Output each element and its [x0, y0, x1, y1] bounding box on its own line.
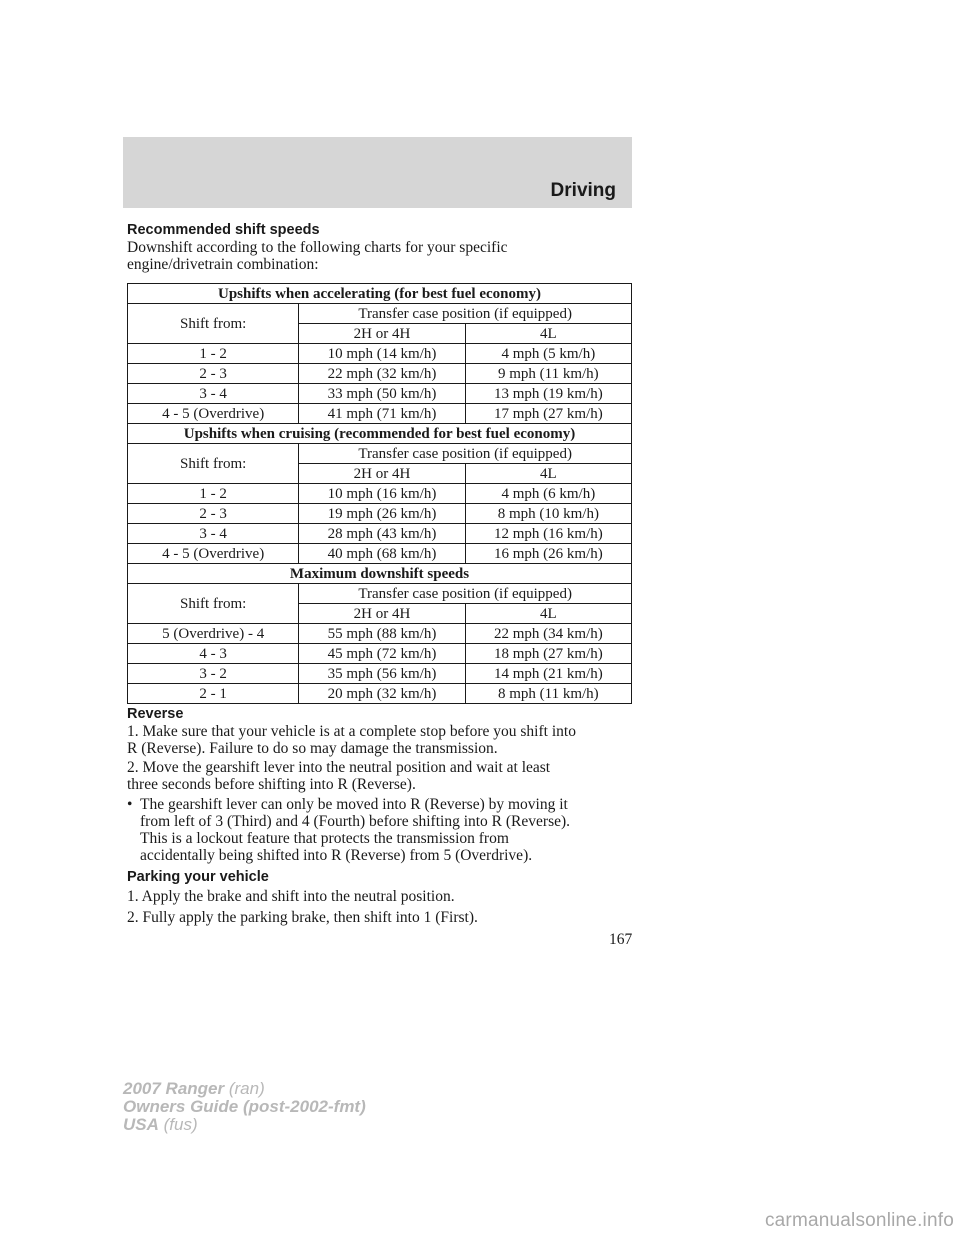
footer-line-3 [123, 1116, 366, 1134]
table-row [128, 644, 632, 664]
footer-line-2 [123, 1098, 366, 1116]
table-row [128, 484, 632, 504]
gear-shift-cell: 3 - 4 [128, 524, 299, 544]
table-row [128, 544, 632, 564]
speed-2h-4h-cell: 33 mph (50 km/h) [299, 384, 465, 404]
heading-reverse: Reverse [127, 706, 184, 722]
speed-4l-cell: 12 mph (16 km/h) [465, 524, 631, 544]
speed-4l-cell: 4 mph (6 km/h) [465, 484, 631, 504]
table-header-row [128, 304, 632, 324]
speed-2h-4h-cell: 55 mph (88 km/h) [299, 624, 465, 644]
speed-4l-cell: 18 mph (27 km/h) [465, 644, 631, 664]
speed-4l-cell: 16 mph (26 km/h) [465, 544, 631, 564]
shift-from-header: Shift from: [128, 444, 299, 484]
table-section-title: Maximum downshift speeds [128, 564, 632, 584]
gear-shift-cell: 5 (Overdrive) - 4 [128, 624, 299, 644]
gear-shift-cell: 3 - 4 [128, 384, 299, 404]
column-2h-4h-header: 2H or 4H [299, 604, 465, 624]
reverse-step-1-line-2: R (Reverse). Failure to do so may damage the transmission. [127, 740, 498, 757]
reverse-step-2-line-2: three seconds before shifting into R (Reverse). [127, 776, 416, 793]
page-number: 167 [609, 931, 633, 948]
table-row [128, 684, 632, 704]
speed-2h-4h-cell: 41 mph (71 km/h) [299, 404, 465, 424]
section-title: Driving [550, 180, 616, 201]
transfer-case-header: Transfer case position (if equipped) [299, 444, 632, 464]
table-section-title-row [128, 424, 632, 444]
heading-parking: Parking your vehicle [127, 869, 269, 885]
column-2h-4h-header: 2H or 4H [299, 324, 465, 344]
speed-2h-4h-cell: 45 mph (72 km/h) [299, 644, 465, 664]
speed-2h-4h-cell: 20 mph (32 km/h) [299, 684, 465, 704]
footer-guide-title: Owners Guide (post-2002-fmt) [123, 1097, 366, 1116]
speed-4l-cell: 13 mph (19 km/h) [465, 384, 631, 404]
speed-4l-cell: 14 mph (21 km/h) [465, 664, 631, 684]
section-header-bar [123, 137, 632, 208]
footer-model: 2007 Ranger [123, 1079, 225, 1098]
speed-4l-cell: 8 mph (11 km/h) [465, 684, 631, 704]
gear-shift-cell: 2 - 3 [128, 504, 299, 524]
speed-2h-4h-cell: 22 mph (32 km/h) [299, 364, 465, 384]
table-section-title-row [128, 284, 632, 304]
gear-shift-cell: 2 - 1 [128, 684, 299, 704]
table-row [128, 524, 632, 544]
reverse-step-2-line-1: 2. Move the gearshift lever into the neutral position and wait at least [127, 759, 551, 776]
speed-2h-4h-cell: 28 mph (43 km/h) [299, 524, 465, 544]
table-section-title: Upshifts when cruising (recommended for best fuel economy) [128, 424, 632, 444]
bullet-line-4: accidentally being shifted into R (Reverse) from 5 (Overdrive). [140, 847, 533, 864]
speed-2h-4h-cell: 35 mph (56 km/h) [299, 664, 465, 684]
shift-from-header: Shift from: [128, 304, 299, 344]
bullet-line-3: This is a lockout feature that protects the transmission from [140, 830, 509, 847]
table-row [128, 624, 632, 644]
intro-text-line-1: Downshift according to the following charts for your specific [127, 239, 508, 256]
gear-shift-cell: 3 - 2 [128, 664, 299, 684]
parking-step-1: 1. Apply the brake and shift into the neutral position. [127, 888, 455, 905]
table-row [128, 364, 632, 384]
transfer-case-header: Transfer case position (if equipped) [299, 304, 632, 324]
table-row [128, 344, 632, 364]
table-row [128, 404, 632, 424]
gear-shift-cell: 4 - 5 (Overdrive) [128, 544, 299, 564]
table-header-row [128, 584, 632, 604]
speed-4l-cell: 4 mph (5 km/h) [465, 344, 631, 364]
column-2h-4h-header: 2H or 4H [299, 464, 465, 484]
heading-recommended-shift-speeds: Recommended shift speeds [127, 222, 320, 238]
speed-4l-cell: 17 mph (27 km/h) [465, 404, 631, 424]
gear-shift-cell: 4 - 5 (Overdrive) [128, 404, 299, 424]
footer-line-1 [123, 1080, 366, 1098]
table-header-row [128, 444, 632, 464]
reverse-step-1-line-1: 1. Make sure that your vehicle is at a complete stop before you shift into [127, 723, 576, 740]
column-4l-header: 4L [465, 464, 631, 484]
table-row [128, 664, 632, 684]
table-row [128, 384, 632, 404]
speed-4l-cell: 9 mph (11 km/h) [465, 364, 631, 384]
footer-market: USA [123, 1115, 159, 1134]
column-4l-header: 4L [465, 324, 631, 344]
shift-from-header: Shift from: [128, 584, 299, 624]
intro-text-line-2: engine/drivetrain combination: [127, 256, 319, 273]
table-section-title-row [128, 564, 632, 584]
bullet-icon: • [127, 796, 133, 813]
gear-shift-cell: 1 - 2 [128, 344, 299, 364]
column-4l-header: 4L [465, 604, 631, 624]
gear-shift-cell: 2 - 3 [128, 364, 299, 384]
speed-2h-4h-cell: 19 mph (26 km/h) [299, 504, 465, 524]
document-footer [123, 1080, 366, 1134]
watermark: carmanualsonline.info [764, 1210, 954, 1231]
speed-4l-cell: 22 mph (34 km/h) [465, 624, 631, 644]
gear-shift-cell: 1 - 2 [128, 484, 299, 504]
shift-speed-table [127, 283, 632, 704]
transfer-case-header: Transfer case position (if equipped) [299, 584, 632, 604]
gear-shift-cell: 4 - 3 [128, 644, 299, 664]
parking-step-2: 2. Fully apply the parking brake, then shift into 1 (First). [127, 909, 478, 926]
footer-market-code: (fus) [163, 1115, 198, 1134]
speed-2h-4h-cell: 10 mph (16 km/h) [299, 484, 465, 504]
speed-2h-4h-cell: 10 mph (14 km/h) [299, 344, 465, 364]
bullet-line-1: The gearshift lever can only be moved into R (Reverse) by moving it [140, 796, 568, 813]
bullet-text [140, 796, 570, 864]
footer-model-code: (ran) [228, 1079, 265, 1098]
table-row [128, 504, 632, 524]
bullet-line-2: from left of 3 (Third) and 4 (Fourth) before shifting into R (Reverse). [140, 813, 571, 830]
speed-4l-cell: 8 mph (10 km/h) [465, 504, 631, 524]
table-section-title: Upshifts when accelerating (for best fuel economy) [128, 284, 632, 304]
reverse-bullet [127, 796, 632, 864]
page-content [127, 222, 632, 926]
speed-2h-4h-cell: 40 mph (68 km/h) [299, 544, 465, 564]
